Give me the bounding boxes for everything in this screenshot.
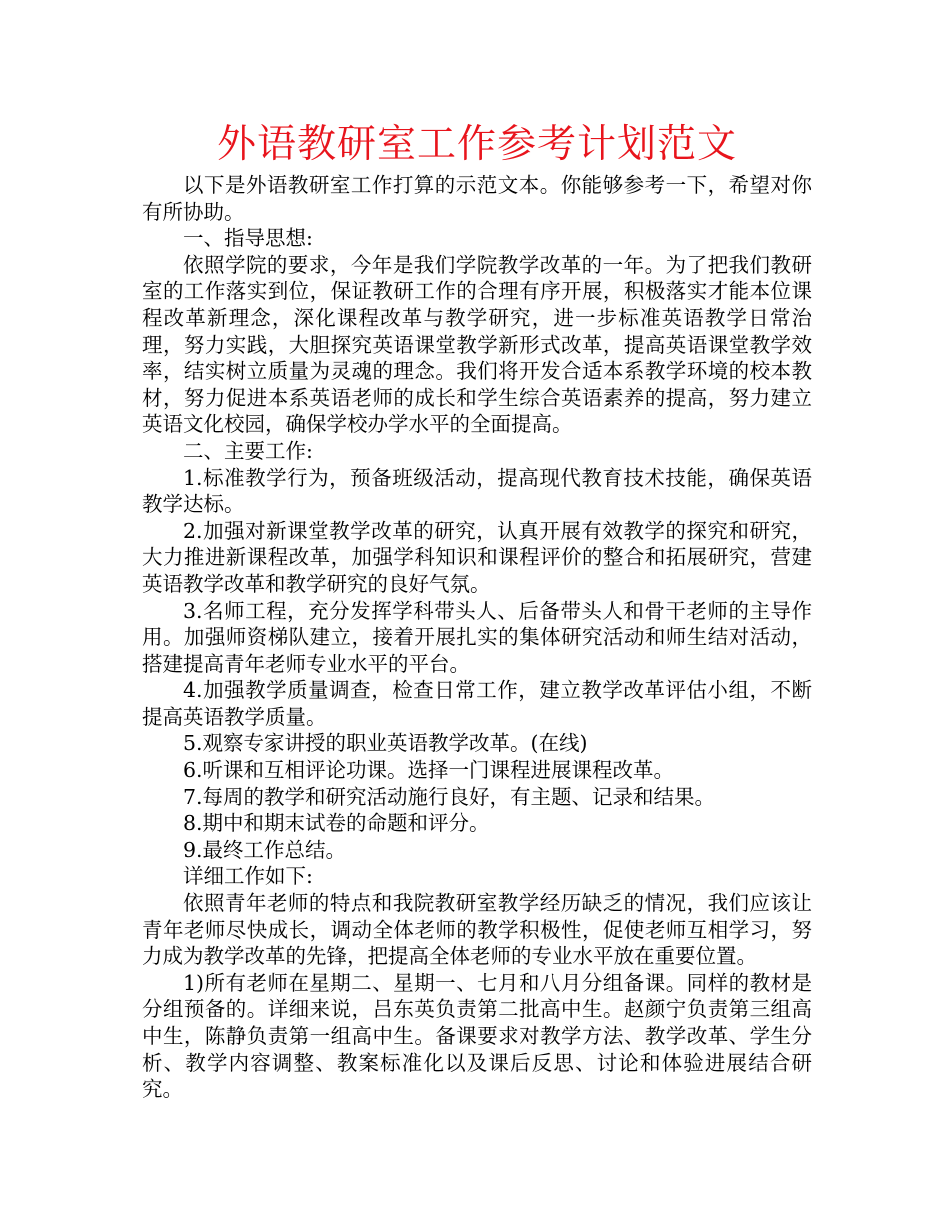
document-title: 外语教研室工作参考计划范文	[216, 122, 737, 167]
work-item-9: 9.最终工作总结。	[183, 837, 347, 862]
document-body	[142, 172, 812, 1103]
work-item-4: 4.加强教学质量调查，检查日常工作，建立教学改革评估小组，不断提高英语教学质量。	[142, 678, 812, 729]
work-item-6: 6.听课和互相评论功课。选择一门课程进展课程改革。	[183, 758, 675, 783]
work-item-5: 5.观察专家讲授的职业英语教学改革。(在线)	[183, 731, 588, 756]
work-item-8: 8.期中和期末试卷的命题和评分。	[183, 811, 490, 836]
intro-paragraph: 以下是外语教研室工作打算的示范文本。你能够参考一下，希望对你有所协助。	[142, 173, 812, 224]
work-item-7: 7.每周的教学和研究活动施行良好，有主题、记录和结果。	[183, 784, 716, 809]
section-heading-details: 详细工作如下:	[183, 864, 313, 889]
work-item-3: 3.名师工程，充分发挥学科带头人、后备带头人和骨干老师的主导作用。加强师资梯队建立，接着开展扎实的集体研究活动和师生结对活动，搭建提高青年老师专业水平的平台。	[142, 598, 812, 676]
guiding-thought-paragraph: 依照学院的要求，今年是我们学院教学改革的一年。为了把我们教研室的工作落实到位，保证教研工作的合理有序开展，积极落实才能本位课程改革新理念，深化课程改革与教学研究，进一步标准英语教学日常治理，努力实践，大胆探究英语课堂教学新形式改革，提高英语课堂教学效率，结实树立质量为灵魂的理念。我们将开发合适本系教学环境的校本教材，努力促进本系英语老师的成长和学生综合英语素养的提高，努力建立英语文化校园，确保学校办学水平的全面提高。	[142, 252, 812, 437]
document-page	[142, 118, 812, 1103]
section-heading-main-work: 二、主要工作:	[183, 438, 313, 463]
section-heading-guiding-thought: 一、指导思想:	[183, 226, 313, 251]
details-item-1: 1)所有老师在星期二、星期一、七月和八月分组备课。同样的教材是分组预备的。详细来说，吕东英负责第二批高中生。赵颜宁负责第三组高中生，陈静负责第一组高中生。备课要求对教学方法、教学改革、学生分析、教学内容调整、教案标准化以及课后反思、讨论和体验进展结合研究。	[142, 970, 812, 1102]
work-item-1: 1.标准教学行为，预备班级活动，提高现代教育技术技能，确保英语教学达标。	[142, 465, 812, 517]
details-paragraph: 依照青年老师的特点和我院教研室教学经历缺乏的情况，我们应该让青年老师尽快成长，调动全体老师的教学积极性，促使老师互相学习，努力成为教学改革的先锋，把提高全体老师的专业水平放在重要位置。	[142, 891, 812, 969]
work-item-2: 2.加强对新课堂教学改革的研究，认真开展有效教学的探究和研究，大力推进新课程改革，加强学科知识和课程评价的整合和拓展研究，营建英语教学改革和教学研究的良好气氛。	[142, 518, 812, 596]
